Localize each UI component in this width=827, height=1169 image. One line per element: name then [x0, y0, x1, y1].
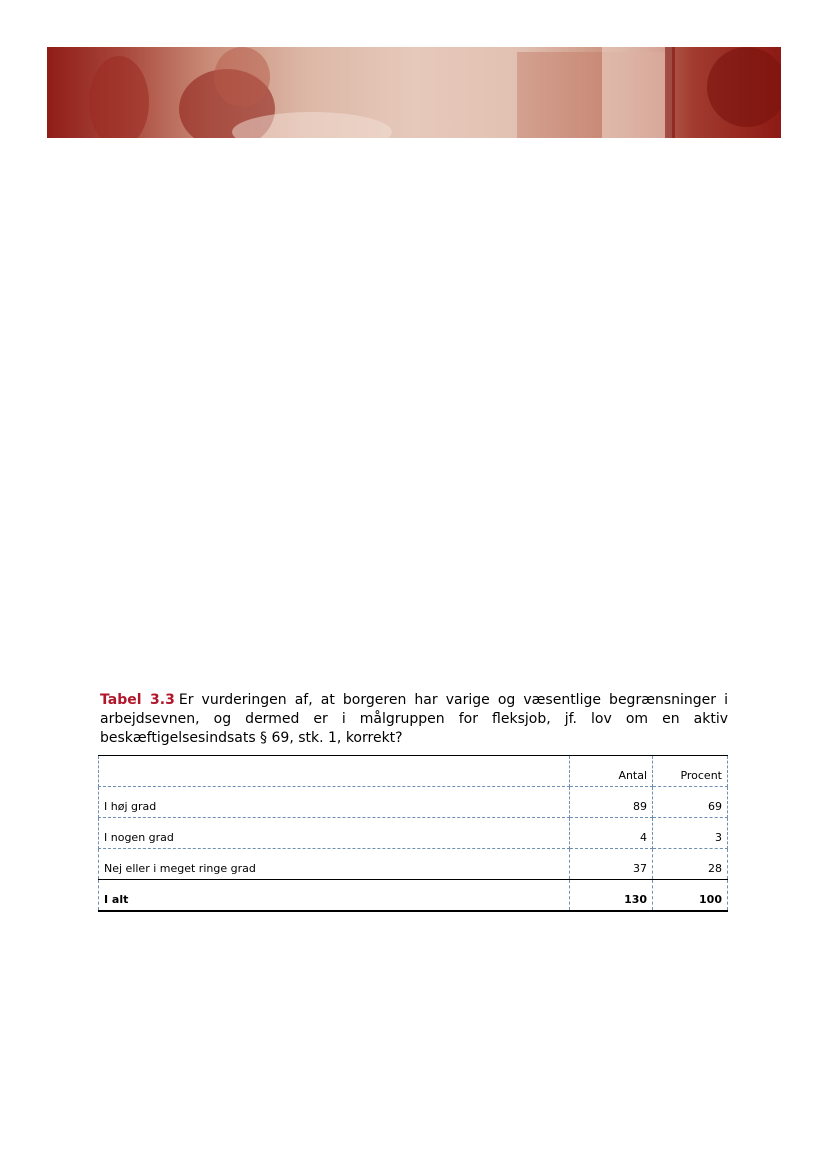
total-procent: 100 [653, 880, 728, 912]
row-antal: 4 [569, 818, 652, 849]
total-label: I alt [99, 880, 570, 912]
table-caption-text: Er vurderingen af, at borgeren har varige og væsentlige begrænsninger i arbejdsevnen, og dermed er i målgruppen for fleksjob, jf. lov om en aktiv beskæftigelsesindsats § 69, stk. 1, korrekt? [100, 692, 728, 746]
table-caption [100, 691, 728, 748]
table-total-row [99, 880, 728, 912]
row-antal: 37 [569, 849, 652, 880]
row-label: Nej eller i meget ringe grad [99, 849, 570, 880]
row-procent: 28 [653, 849, 728, 880]
row-procent: 3 [653, 818, 728, 849]
table-row [99, 849, 728, 880]
total-antal: 130 [569, 880, 652, 912]
header-procent: Procent [653, 756, 728, 787]
banner-photo [47, 47, 781, 138]
header-antal: Antal [569, 756, 652, 787]
table-row [99, 818, 728, 849]
header-label-cell [99, 756, 570, 787]
row-label: I nogen grad [99, 818, 570, 849]
table-row [99, 787, 728, 818]
row-antal: 89 [569, 787, 652, 818]
results-table [98, 755, 728, 912]
header-banner [47, 47, 781, 138]
row-procent: 69 [653, 787, 728, 818]
table-number-label: Tabel 3.3 [100, 692, 175, 708]
table-header-row [99, 756, 728, 787]
row-label: I høj grad [99, 787, 570, 818]
